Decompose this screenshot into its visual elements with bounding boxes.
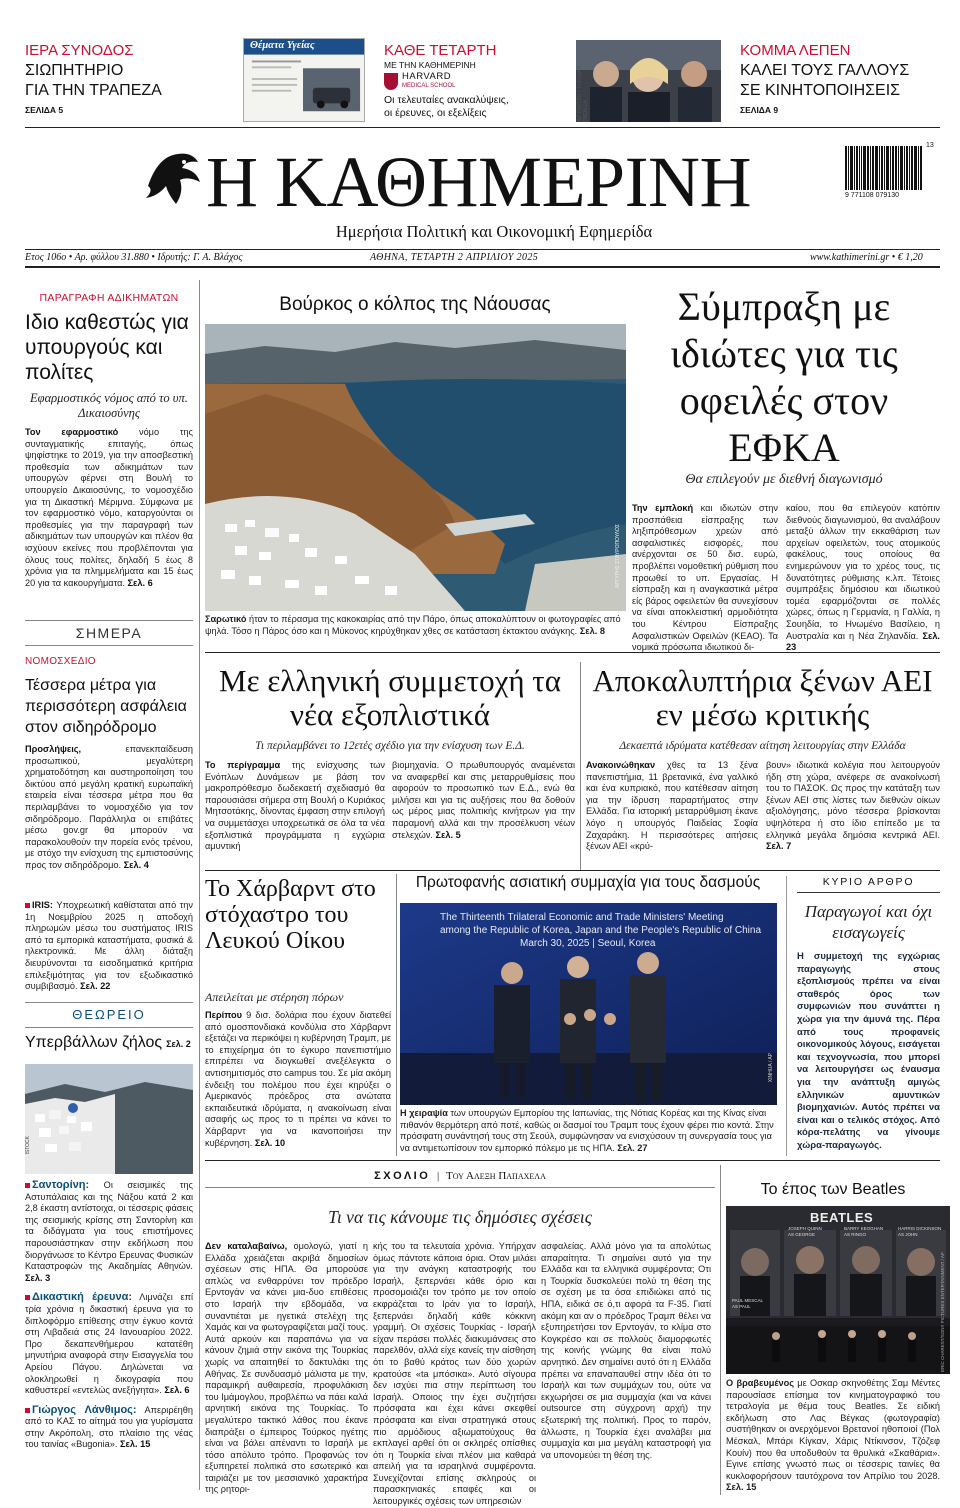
- brief-body: Απεριρέηθη από το ΚΑΣ το αίτημά του για γυρίσματα στην Ακρόπολη, στο πλαίσιο της νέας του ταινίας «Bugonia».: [25, 1404, 194, 1450]
- editorial-headline[interactable]: Παραγωγοί και όχι εισαγωγείς: [804, 902, 933, 942]
- masthead-left-info: Ετος 106ο • Αρ. φύλλου 31.880 • Ιδρυτής: Γ. Α. Βλάχος: [25, 252, 243, 263]
- masthead-date: ΑΘΗΝΑ, ΤΕΤΑΡΤΗ 2 ΑΠΡΙΛΙΟΥ 2025: [370, 252, 539, 263]
- story-body: καίου, που θα επιλεγούν κατόπιν διεθνούς διαγωνισμού, θα αναλάβουν μεταξύ άλλων την εκκαθάριση των αρχείων οφειλετών, τους ατομικούς φακέλους, τους οποίους θα ενημερώνουν για το χρέος τους, τις δυνατότητες ρύθμισης κ.λπ. Τέτοιες συμπράξεις δημόσιου και ιδιωτικού τομέα εφαρμόζονται σε πολλές χώρες, όπως η Γερμανία, η Γαλλία, η Σουηδία, το Ηνωμένο Βασίλειο, η Αυστραλία και η Νέα Ζηλανδία.: [786, 503, 940, 641]
- column-divider: [720, 1165, 721, 1495]
- brief-lead: IRIS:: [32, 900, 53, 910]
- univ-story-headline[interactable]: Αποκαλυπτήρια ξένων ΑΕΙ εν μέσω κριτικής: [592, 663, 933, 732]
- column-divider: [396, 874, 397, 1156]
- caption-lead: Η χειραψία: [400, 1108, 448, 1118]
- brief-lead: Γιώργος Λάνθιμος:: [32, 1403, 137, 1416]
- editorial-box: [786, 876, 940, 1156]
- divider: [205, 1160, 940, 1161]
- photo-story-title: Βούρκος ο κόλπος της Νάουσας: [279, 294, 551, 315]
- santorini-photo: [25, 1064, 193, 1174]
- harvard-story-body: [205, 1010, 391, 1155]
- teaser-line: ΚΑΛΕΙ ΤΟΥΣ ΓΑΛΛΟΥΣ: [740, 62, 910, 79]
- teaser-kicker: ΚΟΜΜΑ ΛΕΠΕΝ: [740, 42, 851, 59]
- page-ref[interactable]: Σελ. 6: [164, 1385, 190, 1396]
- beatles-event-photo: [726, 1206, 950, 1374]
- teaser-synod[interactable]: [25, 42, 215, 115]
- actor-role: AS RINGO: [844, 1232, 867, 1237]
- caption-lead: Ο βραβευμένος: [726, 1378, 794, 1388]
- actor-name: PAUL MESCAL: [732, 1298, 764, 1303]
- brief-investigation[interactable]: [25, 1292, 193, 1396]
- barcode: [845, 146, 940, 199]
- story-body: 9 δισ. δολάρια που έχουν διατεθεί από ομοσπονδιακά κονδύλια στο Χάρβαρντ εξετάζει να περικόψει η κυβέρνηση Τραμπ, με το επιχείρημα ότι το έγκυρο πανεπιστήμιο επιτρέπει να διογκωθεί ανεξέλεγκτα ο αντισημιτισμός στο campus του. Σε μία ακόμη ένδειξη του πολέμου που έχει κηρύξει ο Αμερικανός πρόεδρος στα ανώτατα εκπαιδευτικά ιδρύματα, η ανακοίνωση είναι ασαφής ως προς το τι πρέπει να κάνει το Χάρβαρντ για να ικανοποιήσει την κυβέρνηση.: [205, 1010, 391, 1148]
- teaser-sub: ΜΕ ΤΗΝ ΚΑΘΗΜΕΡΙΝΗ: [384, 60, 476, 70]
- page-ref[interactable]: Σελ. 4: [123, 859, 149, 870]
- lead-story-col1: [632, 503, 778, 653]
- story-body: ασφαλείας. Αλλά μόνο για τα απολύτως απαραίτητα. Τι σημαίνει αυτό για την Ελλάδα και τα ελληνικά συμφέροντα; Οτι η Τουρκία δυσκολεύει πολύ τη θέση της σε σχέση με τα όσα επιδιώκει από τις ΗΠΑ, ειδικά σε ό,τι αφορά τα F-35. Γιατί ακόμη και αν ο πρόεδρος Τραμπ θέλει να εξυπηρετήσει τον Ερντογάν, το κλίμα στο Κογκρέσο και σε πολλούς διαμορφωτές της κοινής γνώμης θα είναι πολύ αρνητικό. Δεν σημαίνει αυτό ότι η Ελλάδα πρέπει να επαναπαυθεί στην ιδέα ότι το Ισραήλ και των συμμάχων του, ούτε να εκχωρήσει σε μια συμμαχία (και να κάνει outsource στη σύγχρονη αρχή) την εξωτερική της πολιτική. Προς το παρόν, άλλωστε, η Τουρκία έχει αναλάβει μια συμμαχία και μια μεγάλη καταστροφή για να υπονομεύει τη θέση της.: [541, 1241, 711, 1460]
- teaser-line: ΣΕ ΚΙΝΗΤΟΠΟΙΗΣΕΙΣ: [740, 82, 901, 99]
- story-kicker: ΠΑΡΑΓΡΑΦΗ ΑΔΙΚΗΜΑΤΩΝ: [39, 292, 179, 304]
- owl-logo-icon: [138, 146, 206, 212]
- actor-name: BARRY KEOGHAN: [844, 1226, 884, 1231]
- story-body: βουν» ιδιωτικά κολέγια που λειτουργούν ήδη στη χώρα, ανέφερε σε ανακοίνωσή του το ΠΑΣΟΚ. Ως προς την κατάταξη των ξένων ΑΕΙ στις λίστες των διεθνών οίκων αξιολόγησης, μόνο τέσσερα βρίσκονται υψηλότερα ή στο ίδιο επίπεδο με τα ελληνικά μεγάλα δημόσια κεντρικά ΑΕΙ.: [766, 760, 940, 840]
- bullet-icon: [25, 1183, 30, 1188]
- actor-role: AS JOHN: [898, 1232, 918, 1237]
- issue-number: 13: [926, 142, 934, 149]
- story-rail[interactable]: [25, 656, 193, 882]
- arms-story-col1: [205, 760, 385, 868]
- bullet-icon: [25, 1295, 30, 1300]
- brief-lead: Δικαστική έρευνα:: [32, 1291, 133, 1304]
- lead-story-col2: [786, 503, 940, 653]
- page-ref[interactable]: Σελ. 3: [25, 1272, 51, 1283]
- beatles-title: Το έπος των Beatles: [760, 1181, 906, 1198]
- briefs-list: [25, 1180, 193, 1480]
- page-ref[interactable]: Σελ. 6: [127, 577, 153, 588]
- divider: [205, 870, 940, 871]
- story-kicker: ΝΟΜΟΣΧΕΔΙΟ: [25, 656, 96, 667]
- actor-name-block: [844, 1226, 894, 1238]
- univ-story-col2: [766, 760, 940, 868]
- masthead-subtitle: Ημερήσια Πολιτική και Οικονομική Εφημερίδα: [335, 222, 653, 241]
- column-col2: [373, 1241, 536, 1507]
- section-today: ΣΗΜΕΡΑ: [75, 625, 143, 641]
- divider: [25, 127, 940, 128]
- beatles-logo: BEATLES: [810, 1210, 874, 1225]
- banner-line: among the Republic of Korea, Japan and the People's Republic of China: [440, 925, 762, 936]
- photo-credit: AP PHOTO / THOMAS PADILLA: [577, 65, 589, 122]
- page-ref[interactable]: Σελ. 15: [726, 1482, 757, 1493]
- asia-story-caption[interactable]: [400, 1108, 777, 1152]
- column-author[interactable]: Του Αλεξη Παπαχελα: [446, 1170, 546, 1182]
- story-deck: Εφαρμοστικός νόμος από το υπ. Δικαιοσύνης: [30, 391, 188, 420]
- divider: [25, 1002, 193, 1003]
- teaser-kicker: ΚΑΘΕ ΤΕΤΑΡΤΗ: [384, 42, 497, 59]
- actor-name-block: [788, 1226, 838, 1238]
- harvard-brand-sub: MEDICAL SCHOOL: [402, 83, 456, 89]
- photo-story-caption[interactable]: [205, 614, 626, 640]
- story-lead: Δεν καταλαβαίνω,: [205, 1241, 288, 1251]
- story-lead: Περίπου: [205, 1010, 242, 1020]
- actor-name-block: [732, 1298, 782, 1310]
- bullet-icon: [25, 1408, 30, 1413]
- barcode-digits: 9 771108 079130: [845, 192, 899, 199]
- story-body: ομολογώ, γιατί η Ελλάδα χρειάζεται ακριβά δημοσίων σχέσεων στις ΗΠΑ. Θα μπορούσε απλώς να ενθαρρύνει τον πρόεδρο Ερντογάν να κάνει μια-δυο επιθέσεις στο Ισραήλ την εβδομάδα, να συναντιέται με ηγετικά στελέχη της Χαμάς και να φωτογραφίζεται μαζί τους. Αυτά αρκούν και παραπάνω για να κάνουν ζημιά στην εικόνα της Τουρκίας χωρίς να απαιτηθεί το δακτυλάκι της Αθήνας. Σε συνδυασμό μάλιστα με την, παραμικρή αυθαιρεσία, προφυλάκιση του Ιμάμογλου, προβλέπω να πάει καλά αρνητική εικόνα της Τουρκίας. Το μεγαλύτερο τακτικό λάθος που έκανε διαπράξει ο έμπειρος Τούρκος ηγέτης είναι να βάλει απέναντι το Ισραήλ με τόσο απόλυτο τρόπο. Προφανώς τον εξυπηρετεί πολιτικά στο εσωτερικό και ταιριάζει με τον μεσσιανικό χαρακτήρα της ρητορι-: [205, 1241, 369, 1495]
- teaser-line: ΣΙΩΠΗΤΗΡΙΟ: [25, 62, 124, 79]
- page-ref[interactable]: Σελ. 5: [435, 829, 461, 840]
- brief-body: Λιμνάζει επί τρία χρόνια η δικαστική έρευνα για το διπλοφόρμο επίθεσης στην έγκυο κοντά στη Λιβαδειά στις 24 Ιανουαρίου 2022. Προ δεκαπενθήμερου κατατέθη μηνυτήρια αναφορά στην Εισαγγελία του Αρείου Πάγου. Δηλώνεται να ολοκληρωθεί η δικογραφία που καθυστερεί «εντελώς ανεξήγητα».: [25, 1292, 194, 1396]
- story-body: της ενίσχυσης των Ενόπλων Δυνάμεων με βάση τον μακροπρόθεσμο δωδεκαετή σχεδιασμό θα παρουσιάσει σήμερα στη Βουλή ο Κυριάκος Μητσοτάκης, δίνοντας έμφαση στην επιλογή να συμμετάσχει υποχρεωτικά σε όλα τα νέα εξοπλιστικά προγράμματα η εγχώρια αμυντική: [205, 760, 385, 852]
- univ-story-deck: Δεκαεπτά ιδρύματα κατέθεσαν αίτηση λειτουργίας στην Ελλάδα: [619, 740, 906, 752]
- photo-credit: ΑΡΓΥΡΗΣ ΣΤΑΥΡΟΠΟΥΛΟΣ: [615, 524, 621, 588]
- section-theoreio: ΘΕΩΡΕΙΟ: [72, 1007, 146, 1022]
- teaser-line: Οι τελευταίες ανακαλύψεις,: [384, 94, 509, 106]
- page-ref[interactable]: Σελ. 10: [254, 1137, 286, 1148]
- caption-body: με Οσκαρ σκηνοθέτης Σαμ Μέντες παρουσίασε επίσημα τον κινηματογραφικό του τετραλογία με θέμα τους Beatles. Σε ειδική εκδήλωση στο Λας Βέγκας (φωτογραφία) συστήθηκαν οι ανερχόμενοι Βρετανοί ηθοποιοί (Πολ Μέσκαλ, Μπάρι Κίγκαν, Χάρις Ντίκινσον, Τζόζεφ Κουίν) που θα υποδυθούν τα θρυλικά «Σκαθάρια». Εγινε επίσης γνωστό πως οι τέσσερις ταινίες θα κυκλοφορήσουν ταυτόχρονα τον Απρίλιο του 2028.: [726, 1378, 940, 1481]
- divider: [25, 645, 193, 646]
- event-banner: [440, 911, 777, 950]
- story-body: χθες τα 13 ξένα πανεπιστήμια, 11 βρετανικά, ένα γαλλικό και ένα κυπριακό, που κατέθεσαν αίτηση για την ίδρυση παραρτήματος στην Ελλάδα. Για ιστορική μεταρρύθμιση έκανε λόγο η υπουργός Παιδείας Σοφία Ζαχαράκη. Η περισσότερες αιτήσεις ξένων ΑΕΙ «κρύ-: [586, 760, 758, 852]
- teaser-page: ΣΕΛΙΔΑ 5: [25, 105, 64, 115]
- column-col3: [541, 1241, 711, 1491]
- divider: [25, 249, 940, 250]
- story-headline: Ιδιο καθεστώς για υπουργούς και πολίτες: [25, 311, 189, 384]
- column-header: ΣΧΟΛΙΟ | Του Αλεξη Παπαχελα: [374, 1170, 546, 1182]
- page-ref[interactable]: Σελ. 15: [120, 1439, 151, 1450]
- lepen-photo: [576, 40, 721, 122]
- actor-name: HARRIS DICKINSON: [898, 1226, 942, 1231]
- brief-lead: Σαντορίνη:: [32, 1179, 90, 1191]
- bullet-icon: [25, 903, 30, 908]
- harvard-shield-icon: [384, 73, 398, 90]
- story-lead: Ανακοινώθηκαν: [586, 760, 656, 770]
- arms-story-deck: Τι περιλαμβάνει το 12ετές σχέδιο για την ενίσχυση των Ε.Δ.: [255, 740, 525, 752]
- trade-ministers-photo: [400, 903, 777, 1105]
- harvard-brand: HARVARD: [402, 71, 452, 82]
- banner-line: March 30, 2025 | Seoul, Korea: [520, 938, 656, 949]
- story-lead: Προσλήψεις,: [25, 744, 82, 754]
- divider: [25, 620, 193, 621]
- teaser-line: ΓΙΑ ΤΗΝ ΤΡΑΠΕΖΑ: [25, 82, 162, 99]
- story-body: νόμο της συνταγματικής επιταγής, όπως ψηφίστηκε το 2019, για την αποσβεστική προθεσμία των αδικημάτων των υπουργών φέρνει στη Βουλή το υπουργείο Δικαιοσύνης, το νομοσχέδιο για τη Δικαστική Μέριμνα. Σύμφωνα με τον εφαρμοστικό νόμο, καταργούνται οι προθεσμίες για την παραγραφή των αδικημάτων των υπουργών και πλέον θα ισχύουν εκείνες που προβλέπονται για όλους τους πολίτες, δηλαδή 5 έως 8 χρόνια για τα πλημμελήματα και 15 έως 20 για τα κακουργήματα.: [25, 427, 193, 588]
- story-body: και ιδιωτών στην προσπάθεια είσπραξης των ληξιπρόθεσμων χρεών από ασφαλιστικές εισφορές, που ανέρχονται σε 50 δισ. ευρώ, προβλέπει νομοθετική ρύθμιση που προωθεί το υπ. Εργασίας. Η είσπραξη και η αναγκαστικά μέτρα είς βάρος οφειλετών θα συνεχίσουν να είναι αποκλειστική αρμοδιότητα του Κέντρου Είσπραξης Ασφαλιστικών Οφειλών (ΚΕΑΟ). Τα νομικά πρόσωπα ιδιωτικού δι-: [632, 503, 778, 653]
- story-lead: Τον εφαρμοστικό: [25, 427, 119, 437]
- story-body: κής του τα τελευταία χρόνια. Υπήρχαν όμως πάντοτε κάποια όρια. Οταν μιλάει για την ανάγκη καταστροφής του Ισραήλ, ξεπερνάει κάθε όριο και προσομοιάζει τον τρόπο με τον οποίο εκφράζεται το Ιράν για το Ισραήλ, ξεπερνάει δηλαδή κάθε κόκκινη γραμμή. Οι σχέσεις Τουρκίας - Ισραήλ είχαν περάσει πολλές διακυμάνσεις στο παρελθόν, αλλά είχε κανείς την αίσθηση ότι το βαθύ κράτος των δύο χωρών κρατούσε «ta μπόσικα». Αυτό σίγουρα δεν ισχύει πια στην περίπτωση του Ισραήλ. Οποιος την έχει συζητήσει πρόσφατα και έχει κάνει σκεφθεί πρόσφατα και είναι στρατηγικά στους πιο αρμόδιους αξιωματούχους θα εκπλαγεί αρθεί ότι οι σκληρές οπίσθιες ότι η Τουρκία είναι πλέον μια καθαρά απειλή για τα ισραηλινά συμφέροντα. Συνεχίζονται επίσης σκληρούς οι παρασκηνιακές επαφές και οι λειτουργικές σχέσεις των υπηρεσιών: [373, 1241, 536, 1507]
- brief-body: Υποχρεωτική καθίσταται από την 1η Νοεμβρίου 2025 η αποδοχή πληρωμών μέσω του συστήματος IRIS από τα εμπορικά καταστήματα, φυσικά & ηλεκτρονικά. Με άλλη διάταξη διευρύνονται τα εισοδηματικά κριτήρια επιλεξιμότητας για τον εξωδικαστικό συμβιβασμό.: [25, 900, 193, 992]
- column-label: ΣΧΟΛΙΟ: [374, 1170, 431, 1182]
- teaser-lepen[interactable]: [740, 42, 940, 115]
- editorial-body: Η συμμετοχή της εγχώριας παραγωγής στους εξοπλισμούς πρέπει να είναι σταθερός όρος των συμφωνιών που συνάπτει η χώρα για την άμυνά της. Πέρα από τους προφανείς οικονομικούς λόγους, εισάγεται και τεχνογνωσία, που μπορεί να λειτουργήσει ως έναυσμα για την ανάπτυξη αμιγώς ελληνικών αμυντικών βιομηχανιών. Αυτός πρέπει να είναι και ο τελικός στόχος. Από κόρα-πελάτης να γίνουμε χώρα-παραγωγός.: [797, 951, 940, 1151]
- teaser-page: ΣΕΛΙΔΑ 9: [740, 105, 779, 115]
- actor-role: AS PAUL: [732, 1304, 751, 1309]
- photo-credit: XINHUA / AP: [768, 1053, 774, 1083]
- divider: [25, 1027, 193, 1028]
- health-magazine-cover[interactable]: [243, 38, 365, 122]
- beatles-caption[interactable]: [726, 1378, 940, 1493]
- teaser-harvard[interactable]: [384, 42, 544, 120]
- editorial-label: ΚΥΡΙΟ ΑΡΘΡΟ: [797, 876, 940, 893]
- page-ref[interactable]: Σελ. 2: [166, 1039, 191, 1049]
- column-headline[interactable]: Τι να τις κάνουμε τις δημόσιες σχέσεις: [328, 1207, 592, 1227]
- story-lead: Την εμπλοκή: [632, 503, 694, 513]
- page-ref[interactable]: Σελ. 22: [80, 981, 111, 992]
- brief-body: Οι σεισμικές της Αστυπάλαιας και της Νάξου κατά 2 και 2,8 έκαστη αντίστοιχα, οι τέσσερις φάσεις της σεισμικής κρίσης στη Σαντορίνη και τα διδάγματα για τους επιστήμονες παρουσιάστηκαν στην εκδήλωση που διοργάνωσε το Κέντρο Ερευνας Φυσικών Καταστροφών της Ακαδημίας Αθηνών.: [25, 1180, 193, 1272]
- harvard-story-headline[interactable]: Το Χάρβαρντ στο στόχαστρο του Λευκού Οίκου: [205, 876, 376, 954]
- lead-story-deck: Θα επιλεγούν με διεθνή διαγωνισμό: [685, 472, 883, 487]
- magazine-title: Θέματα Υγείας: [250, 40, 315, 51]
- arms-story-headline[interactable]: Με ελληνική συμμετοχή τα νέα εξοπλιστικά: [219, 663, 561, 732]
- masthead-website[interactable]: www.kathimerini.gr • € 1,20: [810, 252, 923, 263]
- divider: [205, 652, 940, 653]
- column-divider: [199, 280, 200, 1490]
- column-col1: [205, 1241, 369, 1495]
- story-headline: Τέσσερα μέτρα για περισσότερη ασφάλεια στον σιδηρόδρομο: [25, 677, 187, 736]
- brief-santorini[interactable]: [25, 1180, 193, 1284]
- column-divider: [580, 662, 581, 870]
- harvard-story-deck: Απειλείται με στέρηση πόρων: [205, 990, 344, 1004]
- brief-lanthimos[interactable]: [25, 1405, 193, 1451]
- story-body: βιομηχανία. Ο πρωθυπουργός αναμένεται να αναφερθεί και στις μεταρρυθμίσεις που αφορούν το προσωπικό των Ε.Δ., ενώ θα μιλήσει και για τις αυξήσεις που θα δοθούν ως μέρος μιας πολιτικής κινήτρων για την παραμονή αλλά και την προσέλκυση νέων στελεχών.: [392, 760, 575, 840]
- divider: [205, 1187, 715, 1188]
- page-ref[interactable]: Σελ. 23: [786, 630, 940, 653]
- univ-story-col1: [586, 760, 758, 868]
- naousa-aerial-photo: [205, 324, 626, 611]
- teaser-kicker: ΙΕΡΑ ΣΥΝΟΔΟΣ: [25, 42, 134, 59]
- asia-story-title: Πρωτοφανής ασιατική συμμαχία για τους δασμούς: [415, 874, 761, 891]
- theoreio-item[interactable]: [25, 1034, 193, 1052]
- page-ref[interactable]: Σελ. 7: [766, 841, 792, 852]
- arms-story-col2: [392, 760, 575, 868]
- caption-body: των υπουργών Εμπορίου της Ιαπωνίας, της Νότιας Κορέας και της Κίνας είναι πιθανόν θερμότερη από ποτέ, καθώς οι δασμοί του Τραμπ τους έχουν φέρει πιο κοντά. Στην πρόσφατη συνάντησή τους στη Σεούλ, συμφώνησαν να ενισχύσουν τη συνεργασία τους για να αντιμετωπίσουν τον εμπορικό πόλεμο με τις ΗΠΑ.: [400, 1108, 774, 1153]
- caption-lead: Σαρωτικό: [205, 614, 247, 624]
- brief-iris[interactable]: [25, 900, 193, 992]
- theoreio-headline: Υπερβάλλων ζήλος: [25, 1034, 163, 1051]
- actor-role: AS GEORGE: [788, 1232, 816, 1237]
- story-statute[interactable]: [25, 292, 193, 599]
- photo-credit: ISTOCK: [25, 1136, 31, 1155]
- banner-line: The Thirteenth Trilateral Economic and Trade Ministers' Meeting: [440, 912, 724, 923]
- lead-story-headline[interactable]: Σύμπραξη με ιδιώτες για τις οφειλές στον ΕΦΚΑ: [670, 284, 898, 470]
- photo-credit: ERIC CHAREST/SONY PICTURES ENTERTAINMENT / AP: [940, 1252, 945, 1372]
- caption-body: ήταν το πέρασμα της κακοκαιρίας από την Πάρο, όπως αποκαλύπτουν οι φωτογραφίες από ψηλά. Τόσο η Πάρος όσο και η Μύκονος κηρύχθηκαν χθες σε κατάσταση έκτακτου ανάγκης.: [205, 614, 621, 636]
- actor-name: JOSEPH QUINN: [788, 1226, 822, 1231]
- masthead-title: Η ΚΑΘΗΜΕΡΙΝΗ: [206, 142, 752, 222]
- page-ref[interactable]: Σελ. 27: [617, 1142, 648, 1153]
- divider: [25, 266, 940, 268]
- story-body: επανεκπαίδευση προσωπικού, μεγαλύτερη χρηματοδότηση και αυστηροποίηση του δικτύου από μεγάλη κρατική ευρωπαϊκή εταιρεία είναι τέσσερα μέτρα που θα περιλαμβάνει το νομοσχέδιο για τον σιδηρόδρομο. Παράλληλα οι επιβάτες μέσω gov.gr θα μπορούν να παρακολουθούν την πορεία ενός τρένου, με στόχο την ενίσχυση της εμπιστοσύνης προς τον σιδηρόδρομο.: [25, 744, 193, 870]
- story-lead: Το περίγραμμα: [205, 760, 281, 770]
- teaser-line: οι έρευνες, οι εξελίξεις: [384, 107, 487, 119]
- page-ref[interactable]: Σελ. 8: [579, 625, 605, 636]
